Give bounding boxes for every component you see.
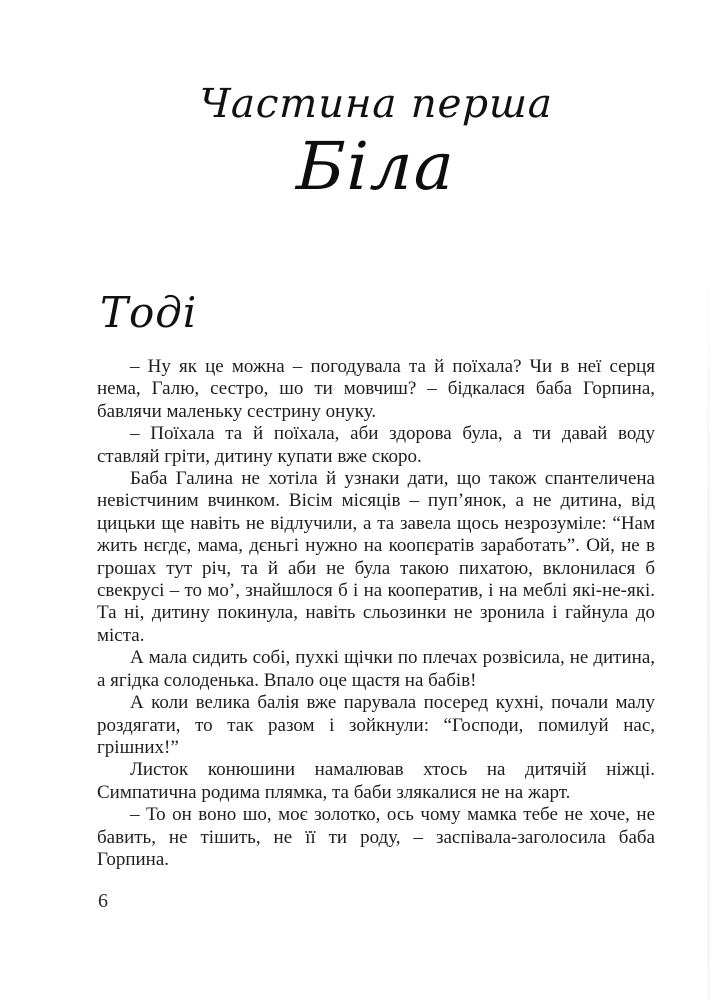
paragraph: – Ну як це можна – погодувала та й поїхала? Чи в неї серця нема, Галю, сестро, шо ти мовчиш? – бідкалася баба Горпина, бавлячи маленьку сестрину онуку. [97, 356, 655, 422]
section-heading: Тоді [100, 288, 198, 337]
paragraph: А мала сидить собі, пухкі щічки по плечах розвісила, не дитина, а ягідка солоденька. Впало оце щастя на бабів! [97, 647, 655, 691]
body-text [97, 356, 655, 871]
part-title: Біла [295, 128, 457, 205]
scan-edge-artifact [707, 240, 710, 1000]
paragraph: Листок конюшини намалював хтось на дитячій ніжці. Симпатична родима плямка, та баби злякалися не на жарт. [97, 759, 655, 803]
paragraph: А коли велика балія вже парувала посеред кухні, почали малу роздягати, то так разом і зойкнули: “Господи, помилуй нас, грішних!” [97, 692, 655, 758]
paragraph: – Поїхала та й поїхала, аби здорова була, а ти давай воду ставляй гріти, дитину купати вже скоро. [97, 423, 655, 467]
part-header [97, 81, 655, 205]
paragraph: – То он воно шо, моє золотко, ось чому мамка тебе не хоче, не бавить, не тішить, не її ти роду, – заспівала-заголосила баба Горпина. [97, 804, 655, 870]
paragraph: Баба Галина не хотіла й узнаки дати, що також спантеличена невістчиним вчинком. Вісім місяців – пуп’янок, а не дитина, від цицьки ще навіть не відлучили, а та завела щось незрозуміле: “Нам жить нєгдє, мама, дєньгі нужно на коопєратів заработать”. Ой, не в грошах тут річ, та й аби не була такою пихатою, вклонилася б свекрусі – то мо’, знайшлося б і на кооператив, і на меблі які-не-які. Та ні, дитину покинула, навіть сльозинки не зронила і гайнула до міста. [97, 468, 655, 646]
page-number: 6 [98, 890, 108, 912]
part-label: Частина перша [198, 81, 554, 127]
